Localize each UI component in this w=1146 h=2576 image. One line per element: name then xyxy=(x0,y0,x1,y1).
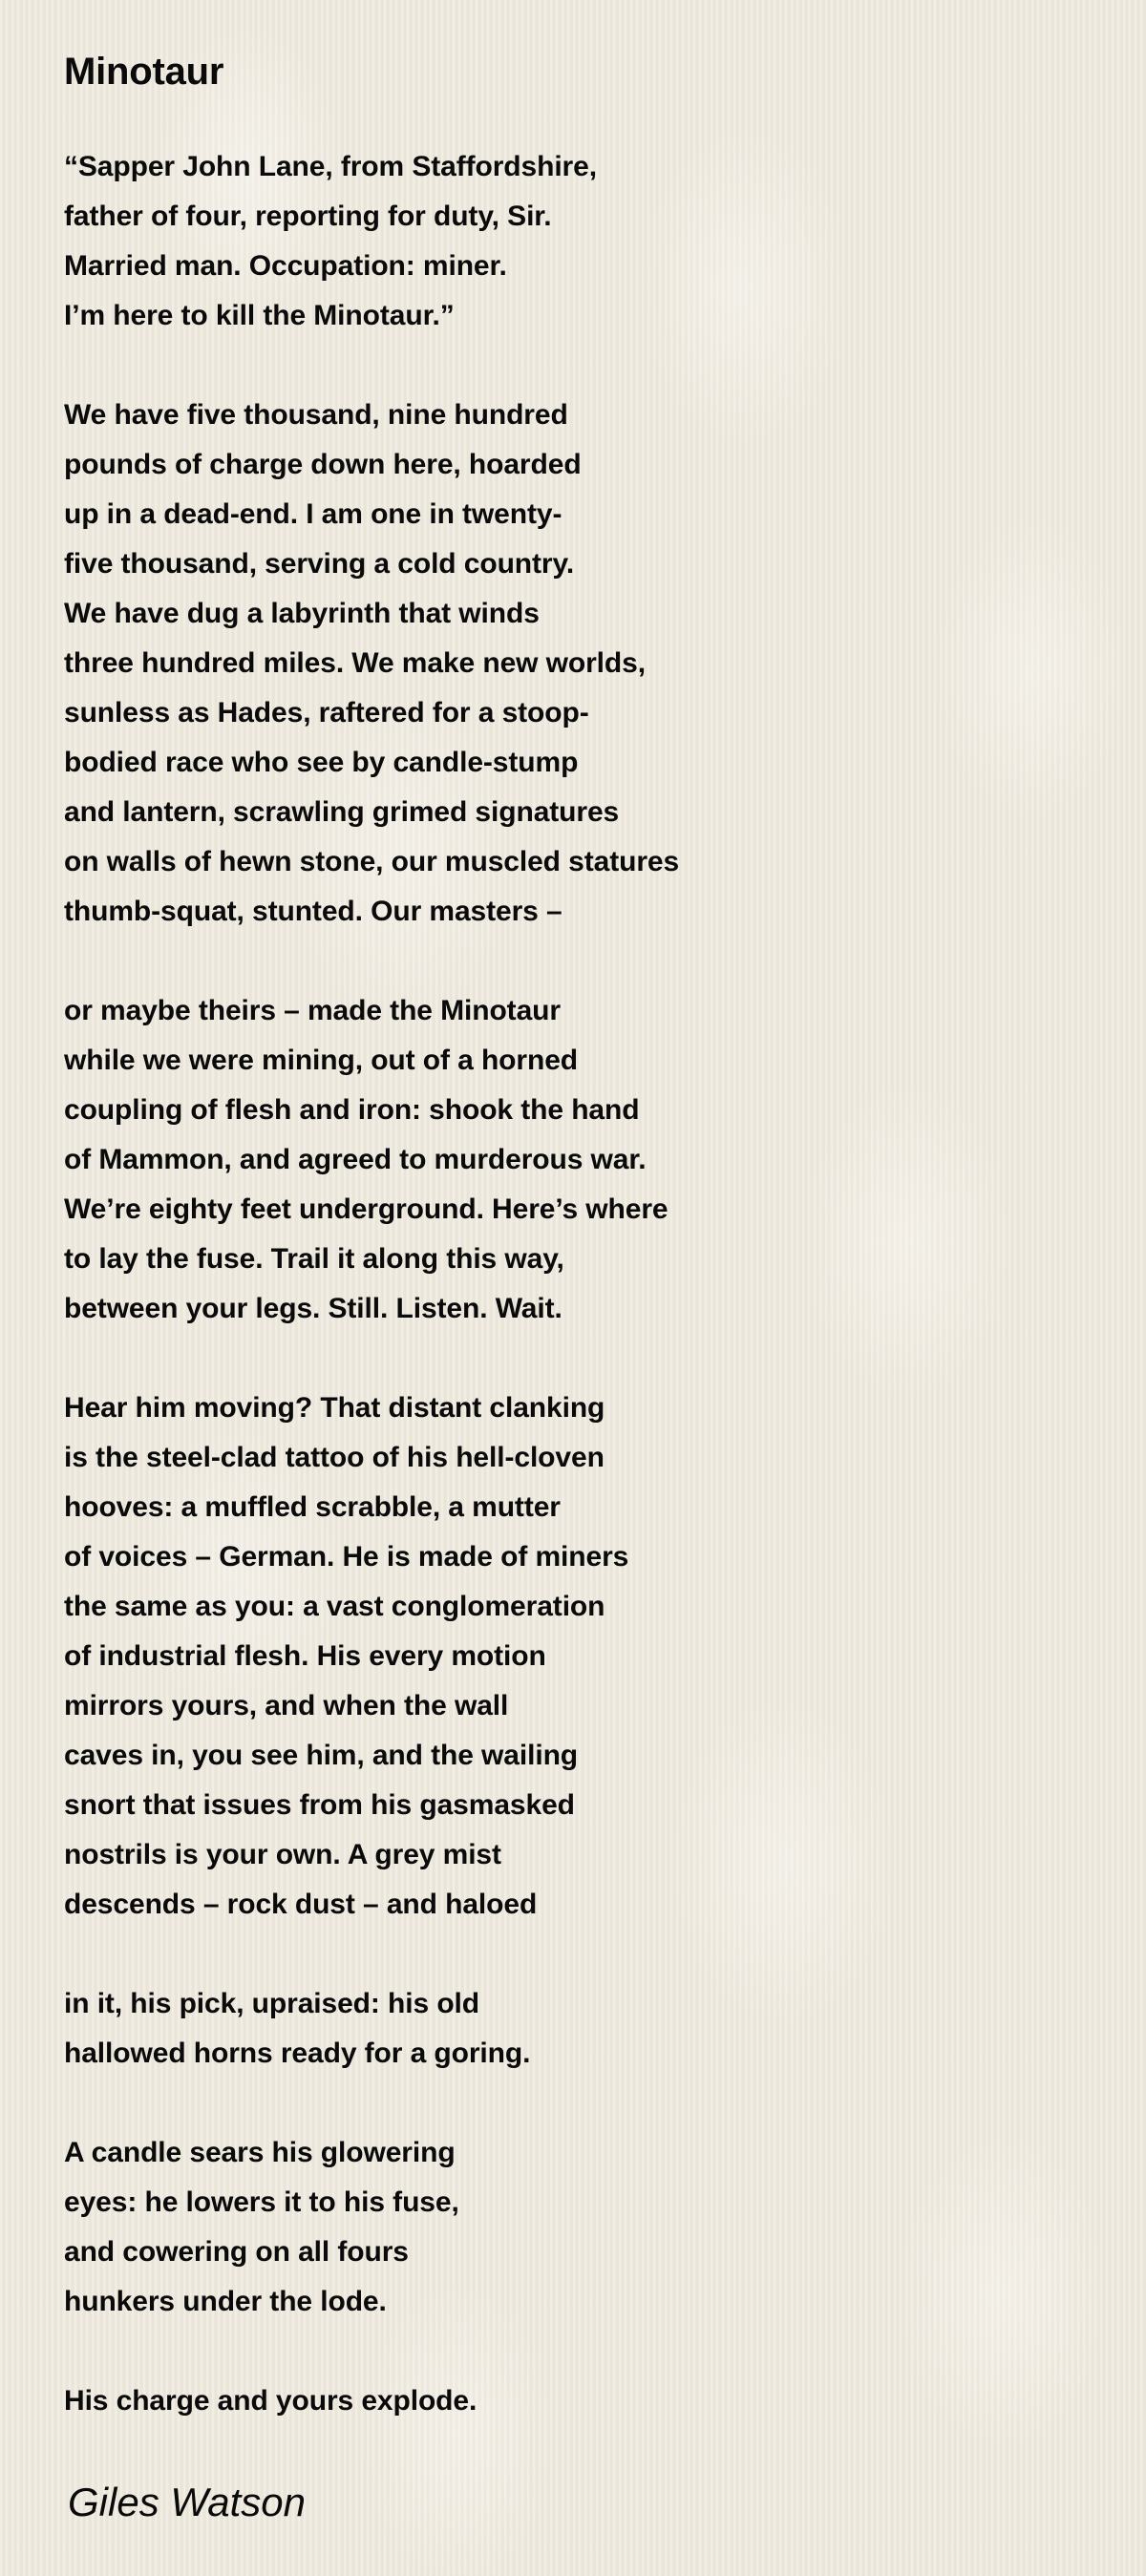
poem-title: Minotaur xyxy=(64,51,224,93)
poem-line: A candle sears his glowering xyxy=(64,2137,456,2168)
poem-line: and lantern, scrawling grimed signatures xyxy=(64,796,620,828)
stanza-5 xyxy=(64,1979,679,2079)
poem-line: “Sapper John Lane, from Staffordshire, xyxy=(64,151,597,182)
poem-line: coupling of flesh and iron: shook the hand xyxy=(64,1094,640,1126)
poem-line: three hundred miles. We make new worlds, xyxy=(64,647,646,679)
poem-line: five thousand, serving a cold country. xyxy=(64,548,575,580)
poem-line: thumb-squat, stunted. Our masters – xyxy=(64,896,562,927)
poem-line: pounds of charge down here, hoarded xyxy=(64,449,582,480)
poem-line: between your legs. Still. Listen. Wait. xyxy=(64,1293,562,1324)
poem-line: I’m here to kill the Minotaur.” xyxy=(64,300,455,331)
poem-line: hallowed horns ready for a goring. xyxy=(64,2038,531,2069)
stanza-6 xyxy=(64,2128,679,2327)
poem-line: We have dug a labyrinth that winds xyxy=(64,598,540,629)
poem-line: or maybe theirs – made the Minotaur xyxy=(64,995,561,1026)
poem-line: in it, his pick, upraised: his old xyxy=(64,1988,479,2019)
poem-line: while we were mining, out of a horned xyxy=(64,1045,579,1076)
poem-line: Hear him moving? That distant clanking xyxy=(64,1392,605,1424)
poem-line: hunkers under the lode. xyxy=(64,2286,387,2317)
stanza-3 xyxy=(64,986,679,1334)
stanza-7 xyxy=(64,2376,679,2426)
stanza-1 xyxy=(64,142,679,341)
poem-line: the same as you: a vast conglomeration xyxy=(64,1591,605,1622)
poem-line: of voices – German. He is made of miners xyxy=(64,1541,629,1573)
poem-line: to lay the fuse. Trail it along this way, xyxy=(64,1243,564,1275)
poem-author: Giles Watson xyxy=(68,2480,306,2524)
poem-line: of Mammon, and agreed to murderous war. xyxy=(64,1144,647,1175)
poem-line: eyes: he lowers it to his fuse, xyxy=(64,2186,459,2218)
poem-line: His charge and yours explode. xyxy=(64,2385,478,2417)
poem-line: up in a dead-end. I am one in twenty- xyxy=(64,498,562,530)
poem-line: caves in, you see him, and the wailing xyxy=(64,1740,579,1771)
poem-line: snort that issues from his gasmasked xyxy=(64,1789,575,1821)
poem-line: and cowering on all fours xyxy=(64,2236,409,2268)
poem-line: Married man. Occupation: miner. xyxy=(64,250,507,282)
poem-line: father of four, reporting for duty, Sir. xyxy=(64,201,552,232)
stanza-4 xyxy=(64,1383,679,1930)
poem-line: mirrors yours, and when the wall xyxy=(64,1690,509,1721)
poem-line: bodied race who see by candle-stump xyxy=(64,747,579,778)
poem-body xyxy=(64,142,679,2426)
poem-line: We’re eighty feet underground. Here’s where xyxy=(64,1193,668,1225)
poem-line: of industrial flesh. His every motion xyxy=(64,1640,546,1672)
poem-line: on walls of hewn stone, our muscled statures xyxy=(64,846,680,877)
poem-line: We have five thousand, nine hundred xyxy=(64,399,568,431)
poem-line: sunless as Hades, raftered for a stoop- xyxy=(64,697,589,728)
poem-line: descends – rock dust – and haloed xyxy=(64,1889,538,1920)
poem-line: nostrils is your own. A grey mist xyxy=(64,1839,501,1870)
poem-line: is the steel-clad tattoo of his hell-cloven xyxy=(64,1442,605,1473)
stanza-2 xyxy=(64,391,679,937)
poem-line: hooves: a muffled scrabble, a mutter xyxy=(64,1491,561,1523)
